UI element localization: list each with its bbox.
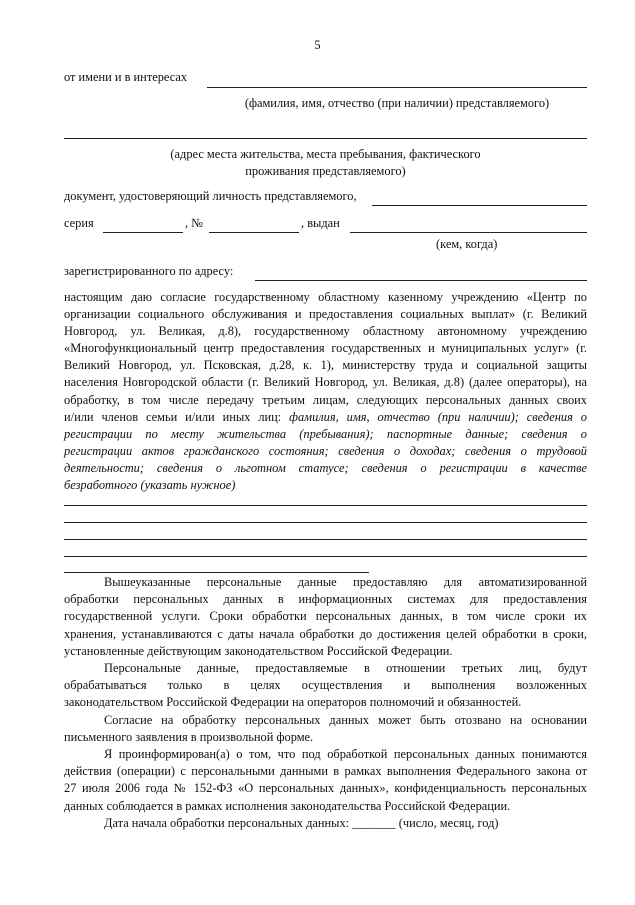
paragraph-third-parties [64, 660, 587, 712]
paragraph-line: Согласие на обработку персональных данных может быть отозвано на основании [104, 712, 587, 727]
consent-line: обработку, в том числе передачу третьим лицам, следующих персональных данных своих [64, 392, 587, 407]
consent-line: населения Новгородской области (г. Великий Новгород, ул. Великая, д.8) (далее операторы), на [64, 375, 587, 390]
consent-italic-line: регистрации актов гражданского состояния; сведения о доходах; сведения о трудовой [64, 443, 587, 458]
paragraph-processing-terms [64, 574, 587, 660]
number-label: , № [185, 216, 204, 230]
issued-label: , выдан [301, 216, 340, 230]
terms-text [64, 574, 587, 832]
blank-line[interactable] [64, 539, 587, 540]
paragraph-revocation [64, 712, 587, 746]
blank-line[interactable] [64, 572, 369, 573]
address-field[interactable] [64, 138, 587, 139]
consent-line: «Многофункциональный центр предоставления государственных и муниципальных услуг» (г. [64, 341, 587, 356]
consent-italic-line: регистрации по месту жительства (пребывания); паспортные данные; сведения о [64, 426, 587, 441]
paragraph-line: обрабатываться только в целях осуществления и выполнения возложенных [64, 678, 587, 693]
start-date-label: Дата начала обработки персональных данных: [104, 815, 350, 830]
paragraph-line: Я проинформирован(а) о том, что под обработкой персональных данных понимаются [104, 747, 587, 762]
registered-address-field[interactable] [255, 280, 587, 281]
consent-line: организации социального обслуживания и предоставления социальных выплат» (г. Великий [64, 307, 587, 322]
represented-name-field[interactable] [207, 87, 587, 88]
paragraph-line: действия (операции) с персональными данными в рамках выполнения Федерального закона от [64, 764, 587, 779]
start-date-caption: (число, месяц, год) [398, 815, 499, 830]
consent-line: Великий Новгород, ул. Псковская, д.28, к. 1), министерству труда и социальной защиты [64, 358, 587, 373]
paragraph-line: законодательством Российской Федерации на операторов полномочий и обязанностей. [64, 695, 522, 710]
number-field[interactable] [209, 232, 299, 233]
consent-line-mixed [64, 409, 587, 426]
identity-doc-label: документ, удостоверяющий личность представляемого, [64, 189, 357, 203]
paragraph-line: обработки персональных данных в информационных системах для предоставления [64, 592, 587, 607]
paragraph-line: установленные действующим законодательством Российской Федерации. [64, 643, 453, 658]
start-date-line [64, 815, 587, 832]
blank-line[interactable] [64, 556, 587, 557]
consent-italic-line: безработного (указать нужное) [64, 478, 236, 493]
paragraph-line: данных соблюдается в рамках исполнения законодательства Российской Федерации. [64, 798, 511, 813]
consent-text [64, 289, 587, 494]
paragraph-line: Вышеуказанные персональные данные предоставляю для автоматизированной [104, 575, 587, 589]
issued-by-field[interactable] [350, 232, 587, 233]
consent-mixed-plain: и/или членов семьи и/или иных лиц: [64, 409, 282, 424]
paragraph-line: письменного заявления в произвольной форме. [64, 729, 314, 744]
on-behalf-label: от имени и в интересах [64, 70, 188, 84]
blank-line[interactable] [64, 522, 587, 523]
consent-line: Новгород, ул. Великая, д.8), государственному областному автономному учреждению [64, 324, 587, 339]
paragraph-informed [64, 746, 587, 815]
paragraph-line: хранения, устанавливаются с даты начала обработки до достижения целей обработки в сроки, [64, 626, 587, 641]
paragraph-line: Персональные данные, предоставляемые в отношении третьих лиц, будут [104, 661, 587, 676]
paragraph-line: 27 июля 2006 года № 152-ФЗ «О персональных данных», конфиденциальность персональных [64, 781, 587, 796]
consent-line: настоящим даю согласие государственному областному казенному учреждению «Центр по [64, 290, 587, 304]
consent-italic-line: деятельности; сведения о льготном статусе; сведения о регистрации в качестве [64, 460, 587, 475]
consent-mixed-italic: фамилия, имя, отчество (при наличии); сведения о [289, 409, 588, 424]
issued-caption: (кем, когда) [436, 237, 498, 251]
address-caption-2: проживания представляемого) [245, 164, 406, 178]
start-date-field[interactable]: _______ [352, 815, 396, 830]
series-label: серия [64, 216, 94, 230]
blank-line[interactable] [64, 505, 587, 506]
registered-address-label: зарегистрированного по адресу: [64, 264, 234, 278]
series-field[interactable] [103, 232, 183, 233]
identity-doc-field[interactable] [372, 205, 587, 206]
represented-name-caption: (фамилия, имя, отчество (при наличии) представляемого) [244, 96, 550, 110]
paragraph-line: государственной услуги. Сроки обработки персональных данных, в том числе сроки их [64, 609, 587, 624]
address-caption-1: (адрес места жительства, места пребывания, фактического [170, 147, 481, 161]
page-number: 5 [314, 38, 321, 52]
